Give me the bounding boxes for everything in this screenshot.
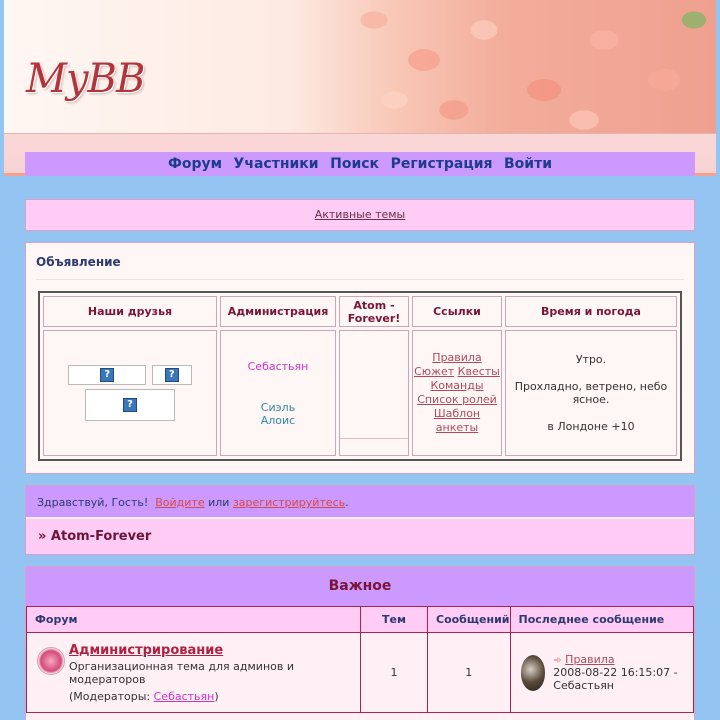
col-admins: Администрация — [220, 296, 336, 327]
welcome-panel — [25, 485, 695, 555]
weather-temp: в Лондоне +10 — [547, 420, 635, 433]
last-post-meta: 2008-08-22 16:15:07 - Себастьян — [553, 666, 678, 692]
active-topics-link[interactable]: Активные темы — [314, 208, 406, 221]
nav-search[interactable]: Поиск — [330, 156, 380, 172]
weather-cell — [505, 330, 677, 456]
forum-table — [26, 606, 694, 713]
last-post-cell — [510, 633, 693, 713]
divider — [36, 279, 684, 280]
weather-conditions: Прохладно, ветрено, небо ясное. — [514, 380, 668, 406]
forum-category — [25, 566, 695, 720]
col-friends: Наши друзья — [43, 296, 217, 327]
guest-greeting — [26, 486, 694, 519]
admin-name[interactable]: Алоис — [260, 413, 296, 427]
login-link[interactable]: Войдите — [155, 496, 205, 509]
avatar[interactable] — [521, 655, 546, 691]
mods-end: ) — [214, 689, 219, 703]
link-roles[interactable]: Список ролей — [417, 393, 497, 406]
announcement-panel — [25, 242, 695, 474]
link-plot[interactable]: Сюжет — [414, 365, 455, 378]
links-cell — [412, 330, 502, 456]
announcement-table — [38, 291, 682, 461]
topics-count: 1 — [361, 633, 428, 713]
col-last-post: Последнее сообщение — [510, 607, 693, 633]
forum-cell — [27, 633, 361, 713]
forum-rose-icon — [37, 647, 65, 675]
nav-forum[interactable]: Форум — [167, 156, 223, 172]
nav-register[interactable]: Регистрация — [390, 156, 493, 172]
header — [4, 0, 716, 176]
admin-name[interactable]: Сиэль — [260, 400, 296, 414]
link-teams[interactable]: Команды — [430, 379, 484, 392]
friend-banner[interactable] — [85, 389, 175, 421]
mods-label: (Модераторы: — [69, 689, 151, 703]
weather-time: Утро. — [575, 353, 607, 366]
last-post-link[interactable]: Правила — [565, 653, 615, 666]
col-forum: Форум — [27, 607, 361, 633]
breadcrumb[interactable]: » Atom-Forever — [38, 529, 152, 544]
greeting-text: Здравствуй, Гость! — [37, 496, 149, 509]
col-posts: Сообщений — [428, 607, 511, 633]
broken-image-icon: ? — [165, 368, 179, 382]
divider — [340, 438, 408, 439]
friends-cell — [43, 330, 217, 456]
or-text: или — [208, 496, 230, 509]
forum-description: Организационная тема для админов и модераторов — [69, 659, 295, 686]
active-topics-bar — [25, 199, 695, 231]
col-topics: Тем — [361, 607, 428, 633]
col-atom: Atom - Forever! — [339, 296, 409, 327]
friend-banner[interactable] — [152, 365, 192, 385]
forum-moderators — [69, 690, 352, 703]
posts-count: 1 — [428, 633, 511, 713]
link-quests[interactable]: Квесты — [457, 365, 500, 378]
period: . — [345, 496, 349, 509]
link-rules[interactable]: Правила — [432, 351, 482, 364]
table-row — [27, 633, 694, 713]
atom-cell — [339, 330, 409, 456]
broken-image-icon: ? — [123, 398, 137, 412]
link-template[interactable]: Шаблон анкеты — [433, 407, 481, 434]
category-title[interactable]: Важное — [26, 567, 694, 606]
logo[interactable]: MyBB — [26, 56, 145, 102]
admin-name[interactable]: Себастьян — [247, 359, 309, 373]
nav-members[interactable]: Участники — [233, 156, 319, 172]
announcement-title: Объявление — [36, 255, 121, 269]
col-links: Ссылки — [412, 296, 502, 327]
forum-title-link[interactable]: Администрирование — [69, 642, 224, 658]
tulip-banner-image — [334, 0, 716, 134]
col-weather: Время и погода — [505, 296, 677, 327]
register-link[interactable]: зарегистрируйтесь — [232, 496, 346, 509]
broken-image-icon: ? — [100, 368, 114, 382]
friend-banner[interactable] — [68, 365, 146, 385]
arrow-right-icon: ➾ — [553, 655, 562, 666]
main-nav — [25, 152, 695, 176]
banner — [4, 0, 716, 134]
nav-login[interactable]: Войти — [504, 156, 553, 172]
admins-cell — [220, 330, 336, 456]
moderator-link[interactable]: Себастьян — [153, 689, 215, 703]
